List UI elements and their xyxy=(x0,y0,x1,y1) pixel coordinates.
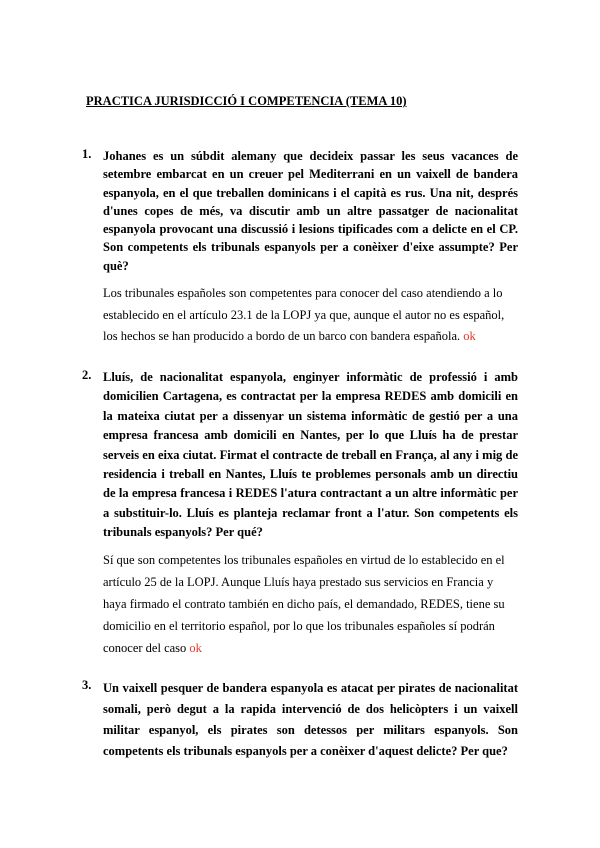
correction-mark: ok xyxy=(463,329,476,344)
question-number: 1. xyxy=(82,147,92,161)
question-text: Lluís, de nacionalitat espanyola, enginyer informàtic de professió i amb domicilien Cartagena, es contractat per la empresa REDES amb domicili en la mateixa ciutat per a dissenyar un sistema informàtic de gestió per a una empresa francesa amb domicili en Nantes, per lo que Lluís ha de prestar serveis en eixa ciutat. Firmat el contracte de treball en França, al any i mig de residencia i treball en Nantes, Lluís te problemes personals amb un directiu de la empresa francesa i REDES l'atura contractant a un altre informàtic per a substituir-lo. Lluís es planteja reclamar front a l'atur. Son competents els tribunals espanyols? Per qué? xyxy=(103,370,518,540)
question-number: 2. xyxy=(82,368,92,382)
answer-paragraph xyxy=(103,549,518,659)
question-text: Un vaixell pesquer de bandera espanyola es atacat per pirates de nacionalitat somali, però degut a la rapida intervenció de dos helicòpters i un vaixell militar espanyol, els pirates son detessos per militars espanyols. Son competents els tribunals espanyols per a conèixer d'aquest delicte? Per que? xyxy=(103,681,518,758)
question-item-3 xyxy=(82,678,518,762)
question-item-2 xyxy=(82,368,518,659)
question-text: Johanes es un súbdit alemany que decideix passar les seus vacances de setembre embarcat en un creuer pel Mediterrani en un vaixell de bandera espanyola, en el que treballen dominicans i el capità es rus. Una nit, després d'unes copes de més, va discutir amb un altre passatger de nacionalitat espanyola provocant una discussió i lesions tipificades com a delicte en el CP. Son competents els tribunals espanyols per a conèixer d'eixe assumpte? Per què? xyxy=(103,149,518,273)
answer-paragraph xyxy=(103,283,518,348)
answer-text: Sí que son competentes los tribunales españoles en virtud de lo establecido en el artículo 25 de la LOPJ. Aunque Lluís haya prestado sus servicios en Francia y haya firmado el contrato también en dicho país, el demandado, REDES, tiene su domicilio en el territorio español, por lo que los tribunales españoles sí podrán conocer del caso xyxy=(103,552,505,655)
correction-mark: ok xyxy=(189,640,202,655)
question-item-1 xyxy=(82,147,518,348)
answer-text: Los tribunales españoles son competentes para conocer del caso atendiendo a lo establecido en el artículo 23.1 de la LOPJ ya que, aunque el autor no es español, los hechos se han producido a bordo de un barco con bandera española. xyxy=(103,286,505,344)
question-number: 3. xyxy=(82,678,92,692)
document-title: PRACTICA JURISDICCIÓ I COMPETENCIA (TEMA 10) xyxy=(86,94,407,108)
